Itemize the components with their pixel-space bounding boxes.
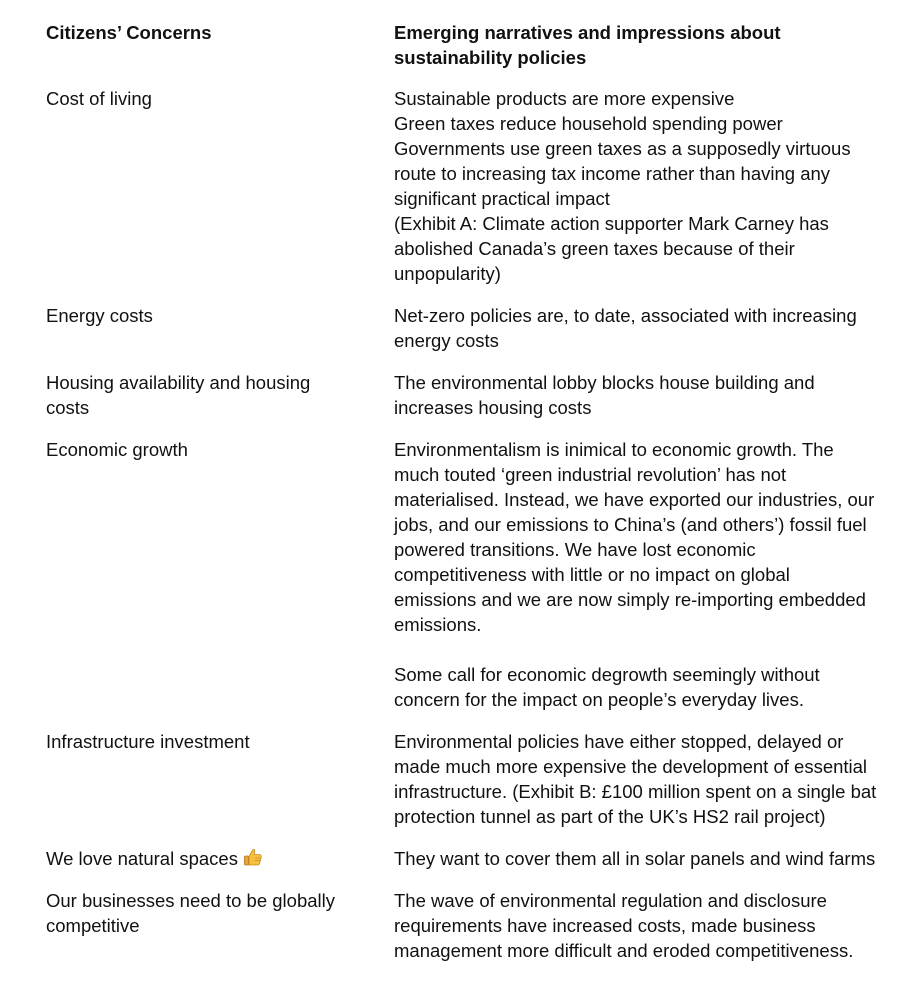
header-narratives-line: sustainability policies [394,47,587,68]
narrative-line: energy costs [394,330,499,351]
narrative-cell [394,303,914,353]
narrative-line: Environmental policies have either stopped, delayed or [394,731,844,752]
header-narratives-line: Emerging narratives and impressions about [394,22,781,43]
narrative-line: much touted ‘green industrial revolution’ has not [394,464,787,485]
narrative-line: jobs, and our emissions to China’s (and others’) fossil fuel [394,514,867,535]
concern-line: Cost of living [46,88,152,109]
narrative-line: abolished Canada’s green taxes because of their [394,238,795,259]
header-concerns [46,20,394,45]
narrative-cell [394,86,914,286]
table-row [46,846,916,871]
narrative-line: made much more expensive the development of essential [394,756,868,777]
narrative-line: significant practical impact [394,188,610,209]
narrative-line: requirements have increased costs, made business [394,915,816,936]
concern-cell [46,729,394,754]
narrative-line: competitiveness with little or no impact on global [394,564,790,585]
narrative-line: materialised. Instead, we have exported our industries, our [394,489,875,510]
narrative-line: Sustainable products are more expensive [394,88,735,109]
concern-line: costs [46,397,90,418]
narrative-line: management more difficult and eroded competitiveness. [394,940,854,961]
narrative-line: They want to cover them all in solar panels and wind farms [394,848,876,869]
concern-line: competitive [46,915,140,936]
narrative-cell [394,437,914,712]
concern-line: Economic growth [46,439,188,460]
narrative-line: The wave of environmental regulation and disclosure [394,890,827,911]
concern-line: Infrastructure investment [46,731,250,752]
concern-cell [46,437,394,462]
narrative-line: infrastructure. (Exhibit B: £100 million spent on a single bat [394,781,877,802]
concern-cell [46,86,394,111]
narrative-line: unpopularity) [394,263,501,284]
narrative-line: Green taxes reduce household spending power [394,113,783,134]
narrative-line: increases housing costs [394,397,592,418]
concerns-table [46,20,916,980]
narrative-cell [394,370,914,420]
concern-cell [46,370,394,420]
concern-cell [46,846,394,871]
narrative-line: route to increasing tax income rather than having any [394,163,831,184]
narrative-cell [394,846,914,871]
narrative-line: The environmental lobby blocks house building and [394,372,815,393]
table-row [46,437,916,712]
narrative-line: Some call for economic degrowth seemingly without [394,664,820,685]
concern-line: Energy costs [46,305,153,326]
narrative-line: Governments use green taxes as a supposedly virtuous [394,138,851,159]
table-row [46,888,916,963]
table-row [46,729,916,829]
narrative-cell [394,729,914,829]
table-row [46,86,916,286]
paragraph-spacer [394,637,914,662]
table-header [46,20,916,70]
narrative-line: Net-zero policies are, to date, associated with increasing [394,305,857,326]
header-concerns-text: Citizens’ Concerns [46,22,212,43]
narrative-line: emissions. [394,614,482,635]
narrative-cell [394,888,914,963]
table-row [46,370,916,420]
header-narratives [394,20,914,70]
narrative-line: concern for the impact on people’s everyday lives. [394,689,804,710]
narrative-line: powered transitions. We have lost economic [394,539,756,560]
concern-text: We love natural spaces [46,848,238,869]
thumbs-up-icon [243,847,263,867]
narrative-line: protection tunnel as part of the UK’s HS2 rail project) [394,806,826,827]
concern-cell [46,888,394,938]
concern-line: Our businesses need to be globally [46,890,335,911]
narrative-line: (Exhibit A: Climate action supporter Mark Carney has [394,213,829,234]
table-row [46,303,916,353]
concern-line [46,846,394,871]
narrative-line: Environmentalism is inimical to economic growth. The [394,439,834,460]
concern-line: Housing availability and housing [46,372,311,393]
concern-cell [46,303,394,328]
narrative-line: emissions and we are now simply re-importing embedded [394,589,866,610]
